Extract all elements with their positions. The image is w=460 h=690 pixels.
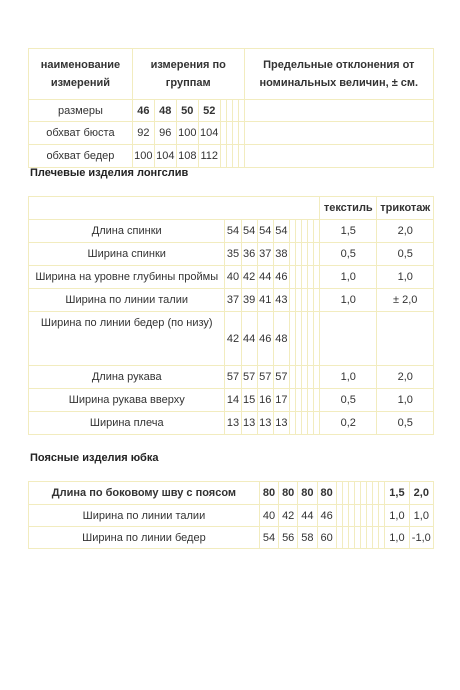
- size-value: 46: [273, 266, 289, 289]
- table-row: [29, 266, 434, 289]
- size-value: 46: [132, 100, 154, 122]
- row-label: Ширина по линии бедер (по низу): [29, 312, 225, 366]
- size-value: 44: [298, 505, 317, 527]
- measurement-groups-table: [28, 48, 434, 168]
- textile-deviation: 0,5: [320, 243, 377, 266]
- row-label: Длина спинки: [29, 220, 225, 243]
- size-value: 100: [132, 145, 154, 168]
- knit-deviation: 1,0: [409, 505, 433, 527]
- textile-deviation: [320, 312, 377, 366]
- size-value: 48: [154, 100, 176, 122]
- size-value: 43: [273, 289, 289, 312]
- size-value: 54: [225, 220, 241, 243]
- table-row: [29, 412, 434, 435]
- size-value: 36: [241, 243, 257, 266]
- textile-deviation: 1,5: [320, 220, 377, 243]
- row-label: Ширина по линии талии: [29, 289, 225, 312]
- size-value: 80: [317, 482, 336, 505]
- table-row: [29, 389, 434, 412]
- skirt-table: [28, 481, 434, 549]
- size-value: 38: [273, 243, 289, 266]
- size-value: 54: [241, 220, 257, 243]
- size-value: 57: [273, 366, 289, 389]
- size-value: 46: [317, 505, 336, 527]
- table-row: [29, 289, 434, 312]
- size-value: 15: [241, 389, 257, 412]
- size-value: 80: [298, 482, 317, 505]
- size-value: 96: [154, 122, 176, 145]
- size-value: 44: [241, 312, 257, 366]
- table-row: [29, 122, 434, 145]
- size-value: 54: [273, 220, 289, 243]
- size-value: 57: [257, 366, 273, 389]
- knit-deviation: [377, 312, 434, 366]
- knit-deviation: 1,0: [377, 266, 434, 289]
- header-deviations: Предельные отклонения от номинальных величин, ± см.: [244, 49, 433, 100]
- size-value: 104: [154, 145, 176, 168]
- table-row: [29, 482, 434, 505]
- knit-deviation: -1,0: [409, 527, 433, 549]
- row-label: размеры: [29, 100, 133, 122]
- size-value: 42: [241, 266, 257, 289]
- size-value: 58: [298, 527, 317, 549]
- knit-deviation: 2,0: [377, 220, 434, 243]
- size-value: 57: [241, 366, 257, 389]
- header-knit: трикотаж: [377, 197, 434, 220]
- knit-deviation: 0,5: [377, 412, 434, 435]
- table-row: [29, 220, 434, 243]
- row-label: обхват бедер: [29, 145, 133, 168]
- size-value: 104: [198, 122, 220, 145]
- size-value: 46: [257, 312, 273, 366]
- size-value: 14: [225, 389, 241, 412]
- row-label: Длина рукава: [29, 366, 225, 389]
- size-value: 52: [198, 100, 220, 122]
- row-label: Ширина рукава вверху: [29, 389, 225, 412]
- textile-deviation: 1,0: [385, 527, 409, 549]
- table-row: [29, 366, 434, 389]
- row-label: обхват бюста: [29, 122, 133, 145]
- header-textile: текстиль: [320, 197, 377, 220]
- longsleeve-table: [28, 196, 434, 435]
- size-value: 57: [225, 366, 241, 389]
- size-value: 16: [257, 389, 273, 412]
- row-label: Ширина по линии талии: [29, 505, 260, 527]
- knit-deviation: 2,0: [377, 366, 434, 389]
- size-value: 80: [259, 482, 278, 505]
- textile-deviation: 0,2: [320, 412, 377, 435]
- size-value: 37: [225, 289, 241, 312]
- size-value: 80: [279, 482, 298, 505]
- table-row: [29, 243, 434, 266]
- size-value: 56: [279, 527, 298, 549]
- header-groups: измерения по группам: [132, 49, 244, 100]
- section-title-longsleeve: Плечевые изделия лонгслив: [30, 167, 189, 179]
- size-value: 54: [259, 527, 278, 549]
- size-value: 54: [257, 220, 273, 243]
- size-value: 13: [241, 412, 257, 435]
- section-title-skirt: Поясные изделия юбка: [30, 452, 159, 464]
- knit-deviation: ± 2,0: [377, 289, 434, 312]
- textile-deviation: 1,0: [320, 289, 377, 312]
- table-row: [29, 505, 434, 527]
- size-value: 41: [257, 289, 273, 312]
- row-label: Ширина по линии бедер: [29, 527, 260, 549]
- size-value: 60: [317, 527, 336, 549]
- size-value: 92: [132, 122, 154, 145]
- row-label: Ширина на уровне глубины проймы: [29, 266, 225, 289]
- knit-deviation: 1,0: [377, 389, 434, 412]
- size-value: 42: [279, 505, 298, 527]
- size-value: 108: [176, 145, 198, 168]
- header-measurement-name: наименование измерений: [29, 49, 133, 100]
- size-value: 17: [273, 389, 289, 412]
- knit-deviation: 0,5: [377, 243, 434, 266]
- knit-deviation: 2,0: [409, 482, 433, 505]
- size-value: 13: [225, 412, 241, 435]
- size-value: 13: [273, 412, 289, 435]
- size-value: 40: [259, 505, 278, 527]
- textile-deviation: 1,0: [320, 366, 377, 389]
- row-label: Ширина плеча: [29, 412, 225, 435]
- table-row: [29, 100, 434, 122]
- row-label: Ширина спинки: [29, 243, 225, 266]
- size-value: 35: [225, 243, 241, 266]
- table-row: [29, 145, 434, 168]
- size-value: 100: [176, 122, 198, 145]
- textile-deviation: 1,5: [385, 482, 409, 505]
- size-value: 13: [257, 412, 273, 435]
- size-value: 50: [176, 100, 198, 122]
- table-row: [29, 312, 434, 366]
- size-value: 112: [198, 145, 220, 168]
- row-label: Длина по боковому шву с поясом: [29, 482, 260, 505]
- textile-deviation: 0,5: [320, 389, 377, 412]
- table-row: [29, 527, 434, 549]
- textile-deviation: 1,0: [385, 505, 409, 527]
- textile-deviation: 1,0: [320, 266, 377, 289]
- size-value: 39: [241, 289, 257, 312]
- size-value: 42: [225, 312, 241, 366]
- size-value: 40: [225, 266, 241, 289]
- size-value: 37: [257, 243, 273, 266]
- size-value: 44: [257, 266, 273, 289]
- size-value: 48: [273, 312, 289, 366]
